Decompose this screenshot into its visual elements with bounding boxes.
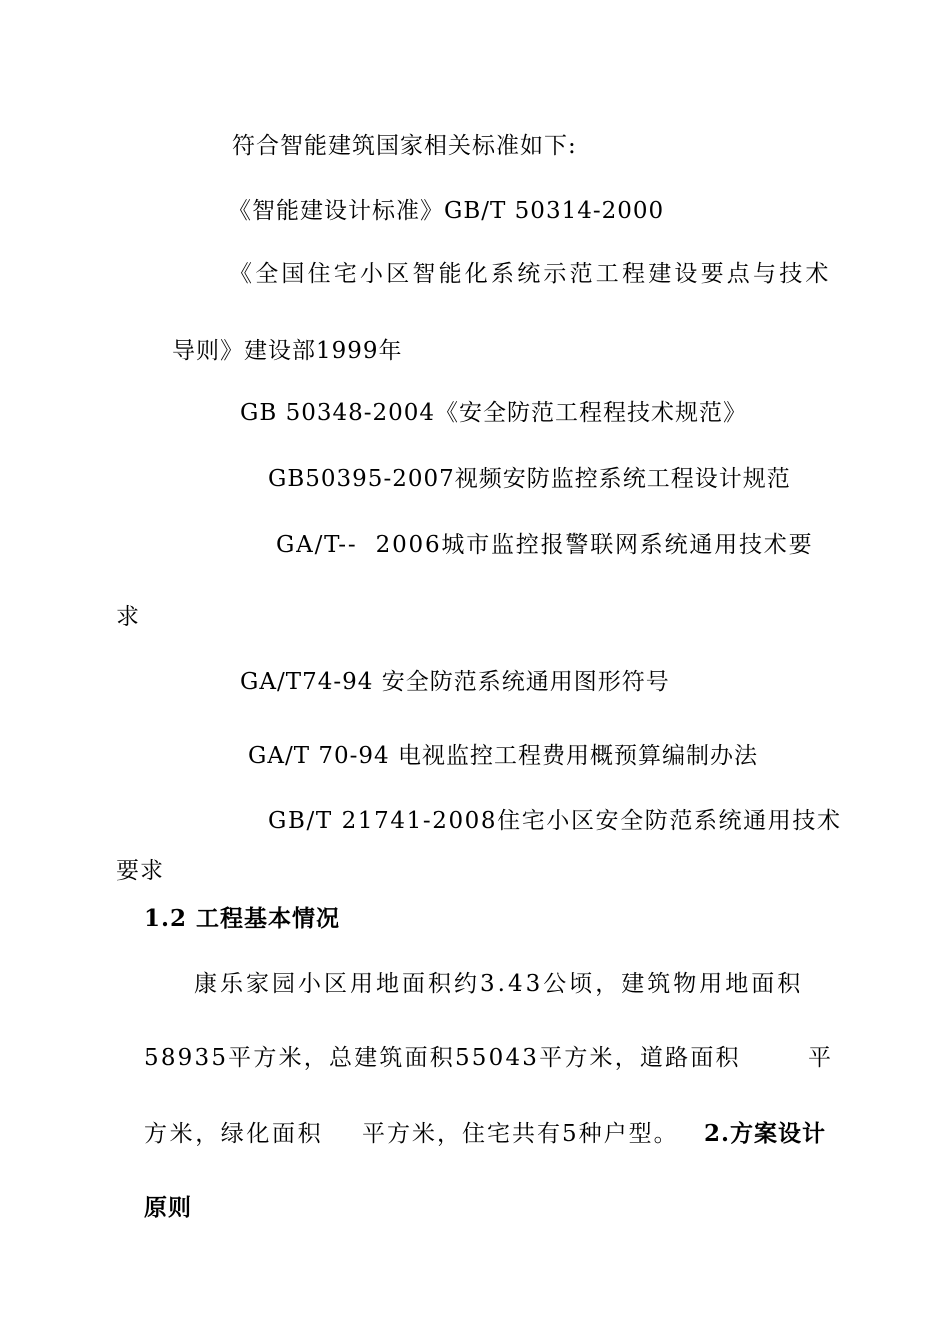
section-heading-1-2: 1.2 工程基本情况 [144,905,341,932]
project-paragraph-line-2: 58935平方米，总建筑面积55043平方米，道路面积 [144,1045,741,1071]
project-paragraph-line-3b: 平方米，住宅共有5种户型。 [362,1121,679,1147]
standard-gat-74-94: GA/T74-94 安全防范系统通用图形符号 [240,669,670,695]
standard-residential-guideline: 《全国住宅小区智能化系统示范工程建设要点与技术 [229,261,832,287]
standard-gat-2006: GA/T-- 2006城市监控报警联网系统通用技术要 [276,532,814,558]
standard-gat-70-94: GA/T 70-94 电视监控工程费用概预算编制办法 [248,743,758,769]
standard-gbt-21741: GB/T 21741-2008住宅小区安全防范系统通用技术 [268,808,842,834]
intro-text: 符合智能建筑国家相关标准如下: [232,133,577,159]
section-heading-2-part2: 原则 [144,1194,192,1221]
standard-gbt-21741-cont: 要求 [116,858,164,884]
section-heading-2-part1: 2.方案设计 [704,1120,827,1147]
standard-gb-50395: GB50395-2007视频安防监控系统工程设计规范 [268,466,791,492]
standard-residential-guideline-cont: 导则》建设部1999年 [172,338,403,364]
standard-gbt-50314: 《智能建设计标准》GB/T 50314-2000 [228,198,665,224]
project-paragraph-line-3a: 方米，绿化面积 [144,1121,324,1147]
standard-gat-2006-cont: 求 [116,604,140,630]
project-paragraph-line-2-end: 平 [808,1045,832,1071]
standard-gb-50348: GB 50348-2004《安全防范工程程技术规范》 [240,400,748,426]
project-paragraph-line-1: 康乐家园小区用地面积约3.43公顷，建筑物用地面积 [194,971,804,997]
